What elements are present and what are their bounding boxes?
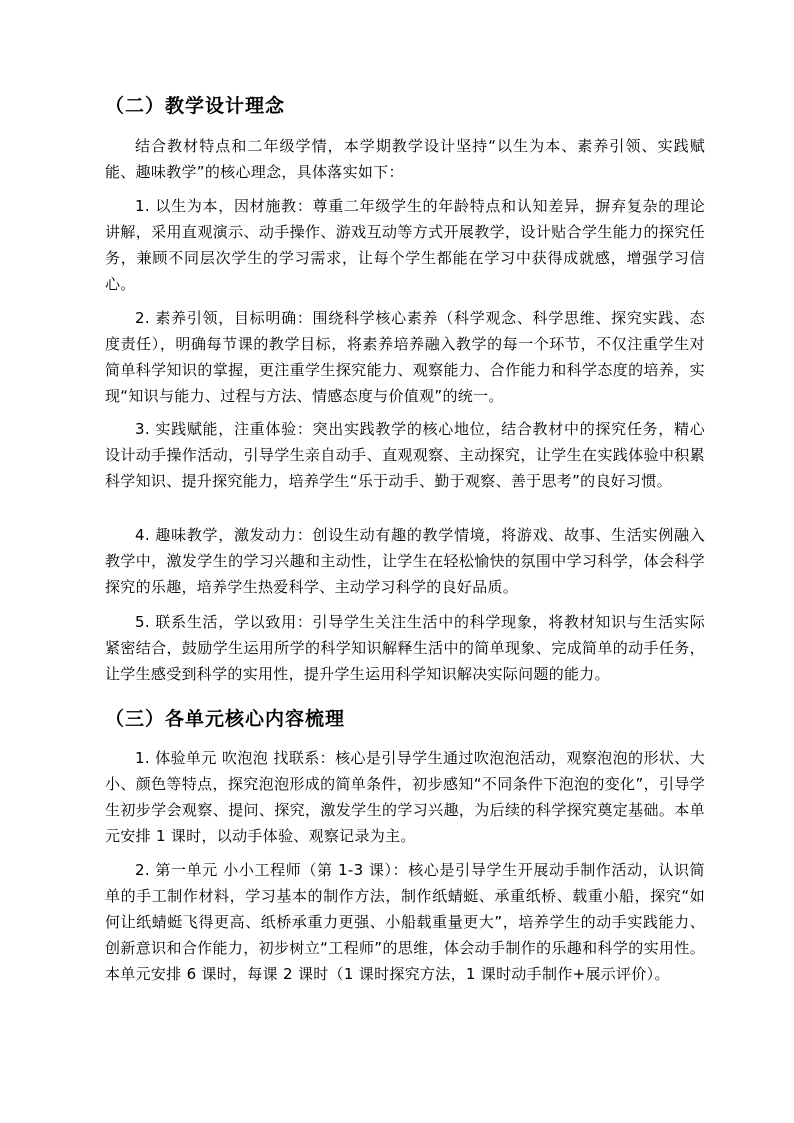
paragraph-intro: 结合教材特点和二年级学情，本学期教学设计坚持“以生为本、素养引领、实践赋能、趣味教学”的核心理念，具体落实如下： bbox=[105, 137, 705, 181]
paragraph-practice-empowered: 3. 实践赋能，注重体验：突出实践教学的核心地位，结合教材中的探究任务，精心设计动手操作活动，引导学生亲自动手、直观观察、主动探究，让学生在实践体验中积累科学知识、提升探究能力，培养学生“乐于动手、勤于观察、善于思考”的良好习惯。 bbox=[105, 420, 705, 490]
paragraph-literacy-guided: 2. 素养引领，目标明确：围绕科学核心素养（科学观念、科学思维、探究实践、态度责任），明确每节课的教学目标，将素养培养融入教学的每一个环节，不仅注重学生对简单科学知识的掌握，更注重学生探究能力、观察能力、合作能力和科学态度的培养，实现“知识与能力、过程与方法、情感态度与价值观”的统一。 bbox=[105, 309, 705, 405]
paragraph-fun-teaching: 4. 趣味教学，激发动力：创设生动有趣的教学情境，将游戏、故事、生活实例融入教学中，激发学生的学习兴趣和主动性，让学生在轻松愉快的氛围中学习科学，体会科学探究的乐趣，培养学生热爱科学、主动学习科学的良好品质。 bbox=[105, 526, 705, 596]
paragraph-life-connection: 5. 联系生活，学以致用：引导学生关注生活中的科学现象，将教材知识与生活实际紧密结合，鼓励学生运用所学的科学知识解释生活中的简单现象、完成简单的动手任务，让学生感受到科学的实用性，提升学生运用科学知识解决实际问题的能力。 bbox=[105, 613, 705, 683]
paragraph-experience-unit: 1. 体验单元 吹泡泡 找联系：核心是引导学生通过吹泡泡活动，观察泡泡的形状、大小、颜色等特点，探究泡泡形成的简单条件，初步感知“不同条件下泡泡的变化”，引导学生初步学会观察、提问、探究，激发学生的学习兴趣，为后续的科学探究奠定基础。本单元安排 1 课时，以动手体验、观察记录为主。 bbox=[105, 749, 705, 845]
paragraph-student-centered: 1. 以生为本，因材施教：尊重二年级学生的年龄特点和认知差异，摒弃复杂的理论讲解，采用直观演示、动手操作、游戏互动等方式开展教学，设计贴合学生能力的探究任务，兼顾不同层次学生的学习需求，让每个学生都能在学习中获得成就感，增强学习信心。 bbox=[105, 197, 705, 293]
paragraph-unit-one-engineer: 2. 第一单元 小小工程师（第 1-3 课）：核心是引导学生开展动手制作活动，认识简单的手工制作材料，学习基本的制作方法，制作纸蜻蜓、承重纸桥、载重小船，探究“如何让纸蜻蜓飞得更高、纸桥承重力更强、小船载重量更大”，培养学生的动手实践能力、创新意识和合作能力，初步树立“工程师”的思维，体会动手制作的乐趣和科学的实用性。本单元安排 6 课时，每课 2 课时（1 课时探究方法，1 课时动手制作+展示评价）。 bbox=[105, 861, 705, 983]
section-heading-unit-core-content: （三）各单元核心内容梳理 bbox=[105, 708, 346, 730]
section-heading-teaching-design-concept: （二）教学设计理念 bbox=[105, 95, 286, 117]
